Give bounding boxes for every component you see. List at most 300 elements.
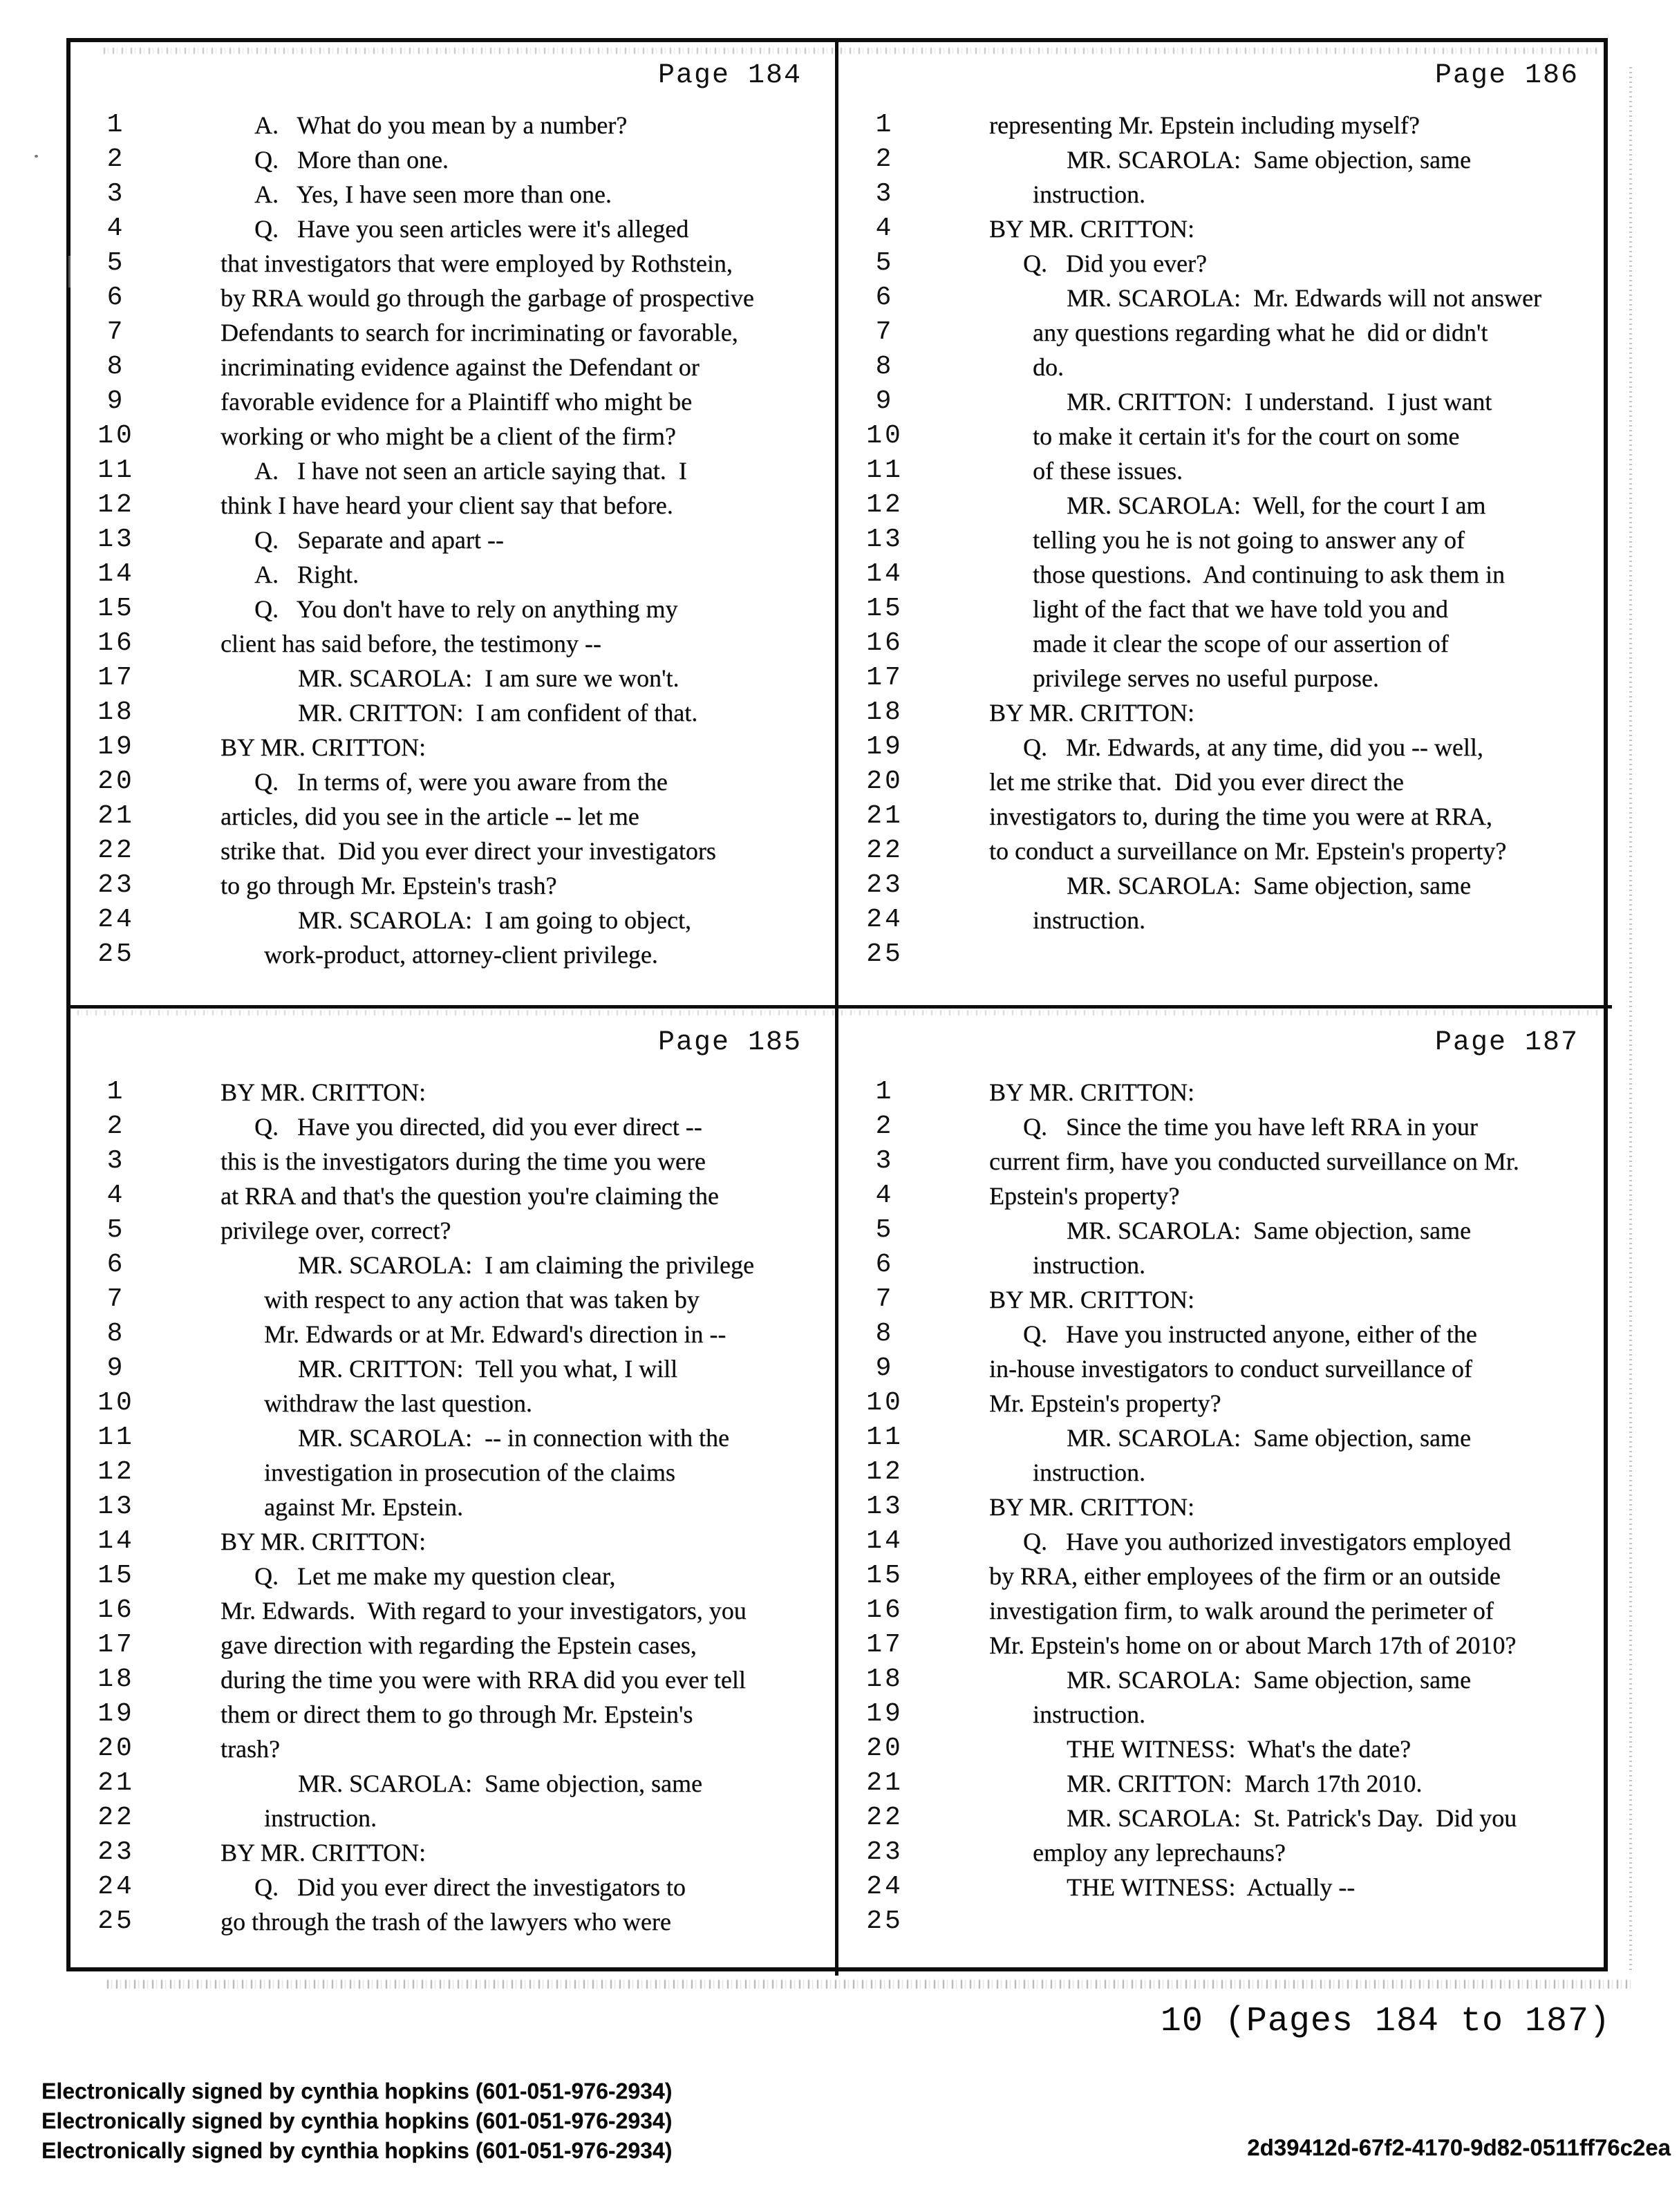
line-text: Mr. Edwards or at Mr. Edward's direction in -- — [264, 1320, 726, 1348]
page-title: Page 184 — [657, 60, 802, 91]
line-number: 21 — [866, 801, 903, 831]
line-number: 2 — [875, 1112, 894, 1141]
line-number: 10 — [97, 421, 135, 451]
line-number: 3 — [106, 1146, 126, 1176]
line-number: 20 — [866, 1734, 903, 1763]
line-text: MR. SCAROLA: I am claiming the privilege — [298, 1251, 754, 1279]
transcript-line — [66, 1766, 835, 1801]
signature-line: Electronically signed by cynthia hopkins (601-051-976-2934) — [41, 2138, 673, 2163]
line-number: 8 — [106, 1319, 126, 1349]
line-text: by RRA would go through the garbage of prospective — [221, 284, 754, 312]
line-text: MR. SCAROLA: I am sure we won't. — [298, 664, 679, 692]
line-text: representing Mr. Epstein including myself? — [989, 111, 1420, 139]
line-number: 24 — [97, 905, 135, 935]
transcript-line — [66, 488, 835, 523]
mini-page-184 — [66, 38, 835, 1005]
line-number: 4 — [875, 214, 894, 243]
transcript-line — [66, 419, 835, 453]
line-text: MR. SCAROLA: Same objection, same — [298, 1770, 702, 1797]
page-title: Page 186 — [1434, 60, 1579, 91]
transcript-line — [66, 523, 835, 557]
line-number: 7 — [875, 317, 894, 347]
transcript-line — [835, 384, 1612, 419]
line-text: MR. CRITTON: March 17th 2010. — [1067, 1770, 1423, 1797]
line-text: MR. SCAROLA: Same objection, same — [1067, 1666, 1471, 1694]
line-text: Q. Let me make my question clear, — [254, 1562, 616, 1590]
line-number: 16 — [866, 628, 903, 658]
transcript-line — [835, 1732, 1612, 1766]
line-text: THE WITNESS: What's the date? — [1067, 1735, 1411, 1763]
line-text: investigators to, during the time you were at RRA, — [989, 803, 1492, 830]
line-text: with respect to any action that was taken by — [264, 1286, 700, 1313]
transcript-line — [66, 661, 835, 695]
line-number: 10 — [866, 1388, 903, 1418]
transcript-line — [66, 281, 835, 315]
line-text: MR. SCAROLA: Same objection, same — [1067, 1424, 1471, 1452]
line-text: work-product, attorney-client privilege. — [264, 941, 658, 968]
transcript-line — [66, 1628, 835, 1662]
line-text: Q. More than one. — [254, 146, 449, 174]
transcript-line — [66, 384, 835, 419]
line-number: 9 — [106, 1353, 126, 1383]
transcript-line — [835, 1386, 1612, 1421]
line-number: 23 — [97, 1837, 135, 1867]
line-number: 11 — [866, 1423, 903, 1452]
line-text: BY MR. CRITTON: — [221, 1528, 426, 1555]
line-number: 8 — [106, 352, 126, 382]
line-number: 25 — [97, 1906, 135, 1936]
line-text: Q. Since the time you have left RRA in your — [1023, 1113, 1478, 1141]
line-text: A. Right. — [254, 561, 359, 588]
line-number: 14 — [97, 1526, 135, 1556]
transcript-line — [66, 1904, 835, 1939]
line-text: Q. Have you directed, did you ever direct -- — [254, 1113, 702, 1141]
line-number: 1 — [875, 1077, 894, 1107]
transcript-line — [835, 626, 1612, 661]
line-number: 25 — [866, 1906, 903, 1936]
line-text: do. — [1033, 353, 1064, 381]
line-number: 20 — [866, 767, 903, 796]
line-text: instruction. — [1033, 1700, 1145, 1728]
line-number: 15 — [866, 594, 903, 624]
line-text: instruction. — [1033, 906, 1145, 934]
line-number: 21 — [97, 801, 135, 831]
line-number: 7 — [106, 1284, 126, 1314]
transcript-line — [835, 1213, 1612, 1248]
transcript-line — [66, 1282, 835, 1317]
transcript-line — [835, 765, 1612, 799]
line-text: in-house investigators to conduct surveillance of — [989, 1355, 1472, 1382]
line-number: 20 — [97, 767, 135, 796]
line-text: instruction. — [1033, 1459, 1145, 1486]
transcript-line — [835, 1559, 1612, 1593]
line-number: 22 — [866, 836, 903, 865]
transcript-line — [66, 1593, 835, 1628]
line-number: 1 — [875, 110, 894, 140]
transcript-line — [835, 523, 1612, 557]
transcript-line — [835, 1248, 1612, 1282]
line-text: Q. Have you authorized investigators employed — [1023, 1528, 1511, 1555]
transcript-line — [835, 1455, 1612, 1490]
transcript-line — [66, 592, 835, 626]
line-number: 22 — [97, 836, 135, 865]
line-number: 12 — [866, 490, 903, 520]
document-id: 2d39412d-67f2-4170-9d82-0511ff76c2ea — [1247, 2135, 1671, 2160]
line-number: 6 — [106, 283, 126, 312]
line-text: Epstein's property? — [989, 1182, 1180, 1210]
line-number: 23 — [97, 870, 135, 900]
transcript-line — [835, 1662, 1612, 1697]
transcript-line — [66, 1421, 835, 1455]
transcript-line — [835, 661, 1612, 695]
transcript-line — [66, 765, 835, 799]
transcript-line — [835, 1317, 1612, 1351]
transcript-line — [66, 246, 835, 281]
transcript-line — [66, 834, 835, 868]
signature-line: Electronically signed by cynthia hopkins (601-051-976-2934) — [41, 2108, 673, 2133]
line-text: working or who might be a client of the firm? — [221, 422, 676, 450]
line-number: 17 — [866, 663, 903, 693]
line-text: privilege serves no useful purpose. — [1033, 664, 1379, 692]
line-number: 13 — [97, 1492, 135, 1521]
line-text: Q. Have you seen articles were it's alleged — [254, 215, 689, 243]
line-text: light of the fact that we have told you and — [1033, 595, 1448, 623]
transcript-line — [66, 1524, 835, 1559]
line-number: 5 — [106, 1215, 126, 1245]
transcript-line — [835, 730, 1612, 765]
line-number: 10 — [97, 1388, 135, 1418]
line-text: this is the investigators during the time you were — [221, 1147, 706, 1175]
transcript-line — [66, 1179, 835, 1213]
line-number: 23 — [866, 870, 903, 900]
transcript-line — [835, 1904, 1612, 1939]
line-text: those questions. And continuing to ask them in — [1033, 561, 1505, 588]
line-number: 14 — [97, 559, 135, 589]
line-text: MR. CRITTON: Tell you what, I will — [298, 1355, 678, 1382]
line-text: instruction. — [264, 1804, 377, 1832]
line-text: Defendants to search for incriminating or favorable, — [221, 319, 738, 346]
line-text: MR. SCAROLA: I am going to object, — [298, 906, 691, 934]
transcript-line — [835, 350, 1612, 384]
line-text: Q. Have you instructed anyone, either of the — [1023, 1320, 1477, 1348]
line-text: incriminating evidence against the Defendant or — [221, 353, 700, 381]
transcript-line — [66, 315, 835, 350]
transcript-line — [66, 1697, 835, 1732]
signature-line: Electronically signed by cynthia hopkins (601-051-976-2934) — [41, 2079, 673, 2103]
line-text: of these issues. — [1033, 457, 1183, 485]
line-text: BY MR. CRITTON: — [989, 1493, 1195, 1521]
line-number: 4 — [106, 1181, 126, 1210]
line-number: 25 — [97, 939, 135, 969]
line-text: during the time you were with RRA did you ever tell — [221, 1666, 746, 1694]
transcript-line — [835, 142, 1612, 177]
line-number: 9 — [106, 386, 126, 416]
transcript-line — [835, 246, 1612, 281]
transcript-line — [835, 1628, 1612, 1662]
line-text: trash? — [221, 1735, 280, 1763]
line-text: gave direction with regarding the Epstein cases, — [221, 1631, 697, 1659]
transcript-line — [66, 453, 835, 488]
line-text: Mr. Epstein's home on or about March 17th of 2010? — [989, 1631, 1517, 1659]
line-number: 19 — [866, 732, 903, 762]
line-text: A. What do you mean by a number? — [254, 111, 628, 139]
transcript-line — [835, 488, 1612, 523]
transcript-line — [66, 868, 835, 903]
transcript-line — [66, 1144, 835, 1179]
transcript-line — [66, 1455, 835, 1490]
line-text: instruction. — [1033, 180, 1145, 208]
line-number: 11 — [866, 456, 903, 485]
line-text: privilege over, correct? — [221, 1217, 451, 1244]
line-text: go through the trash of the lawyers who were — [221, 1908, 671, 1936]
line-text: strike that. Did you ever direct your investigators — [221, 837, 716, 865]
line-text: THE WITNESS: Actually -- — [1067, 1873, 1356, 1901]
transcript-lines — [835, 108, 1612, 972]
line-number: 3 — [875, 179, 894, 209]
transcript-line — [835, 315, 1612, 350]
scan-noise-bottom — [107, 1980, 1631, 1989]
scan-noise-right-edge — [1629, 66, 1632, 1970]
line-text: BY MR. CRITTON: — [989, 1078, 1195, 1106]
transcript-line — [835, 868, 1612, 903]
transcript-line — [66, 799, 835, 834]
line-text: MR. SCAROLA: Same objection, same — [1067, 1217, 1471, 1244]
line-text: A. Yes, I have seen more than one. — [254, 180, 612, 208]
line-number: 12 — [97, 1457, 135, 1487]
line-number: 15 — [97, 1561, 135, 1591]
line-number: 21 — [866, 1768, 903, 1798]
transcript-line — [66, 1559, 835, 1593]
transcript-line — [835, 1179, 1612, 1213]
line-text: MR. SCAROLA: Same objection, same — [1067, 872, 1471, 899]
transcript-line — [66, 1835, 835, 1870]
line-text: A. I have not seen an article saying that. I — [254, 457, 687, 485]
transcript-line — [66, 626, 835, 661]
line-number: 19 — [97, 1699, 135, 1729]
line-text: Mr. Epstein's property? — [989, 1389, 1221, 1417]
line-text: current firm, have you conducted surveillance on Mr. — [989, 1147, 1519, 1175]
line-text: articles, did you see in the article -- let me — [221, 803, 639, 830]
line-number: 17 — [866, 1630, 903, 1660]
line-text: to make it certain it's for the court on some — [1033, 422, 1460, 450]
line-text: to conduct a surveillance on Mr. Epstein's property? — [989, 837, 1507, 865]
transcript-line — [66, 557, 835, 592]
line-text: Q. Separate and apart -- — [254, 526, 504, 554]
line-number: 10 — [866, 421, 903, 451]
line-number: 12 — [866, 1457, 903, 1487]
line-text: instruction. — [1033, 1251, 1145, 1279]
line-number: 22 — [866, 1803, 903, 1833]
line-text: MR. CRITTON: I am confident of that. — [298, 699, 698, 727]
line-text: BY MR. CRITTON: — [221, 733, 426, 761]
line-number: 8 — [875, 352, 894, 382]
line-number: 20 — [97, 1734, 135, 1763]
line-text: MR. SCAROLA: Well, for the court I am — [1067, 491, 1486, 519]
transcript-line — [835, 1801, 1612, 1835]
mini-page-185 — [66, 1005, 835, 1976]
line-number: 16 — [866, 1595, 903, 1625]
line-number: 18 — [97, 697, 135, 727]
line-text: investigation firm, to walk around the perimeter of — [989, 1597, 1494, 1624]
transcript-line — [66, 1075, 835, 1109]
transcript-line — [66, 1490, 835, 1524]
line-number: 14 — [866, 1526, 903, 1556]
transcript-line — [835, 592, 1612, 626]
transcript-line — [835, 1835, 1612, 1870]
line-text: MR. SCAROLA: -- in connection with the — [298, 1424, 729, 1452]
transcript-line — [835, 453, 1612, 488]
transcript-line — [835, 1490, 1612, 1524]
line-number: 18 — [866, 697, 903, 727]
line-number: 14 — [866, 559, 903, 589]
transcript-line — [835, 1109, 1612, 1144]
transcript-line — [835, 695, 1612, 730]
transcript-line — [835, 937, 1612, 972]
line-text: to go through Mr. Epstein's trash? — [221, 872, 557, 899]
line-text: BY MR. CRITTON: — [221, 1078, 426, 1106]
transcript-line — [66, 1732, 835, 1766]
line-number: 17 — [97, 663, 135, 693]
line-number: 6 — [106, 1250, 126, 1280]
line-number: 2 — [875, 144, 894, 174]
line-text: MR. SCAROLA: Same objection, same — [1067, 146, 1471, 174]
line-text: Q. Did you ever direct the investigators to — [254, 1873, 686, 1901]
line-text: favorable evidence for a Plaintiff who might be — [221, 388, 693, 415]
line-number: 24 — [97, 1872, 135, 1902]
transcript-line — [66, 695, 835, 730]
line-number: 13 — [97, 525, 135, 554]
transcript-line — [66, 212, 835, 246]
page-title: Page 187 — [1434, 1027, 1579, 1058]
line-number: 18 — [97, 1665, 135, 1694]
line-number: 24 — [866, 1872, 903, 1902]
line-number: 25 — [866, 939, 903, 969]
transcript-line — [835, 1421, 1612, 1455]
line-text: Q. In terms of, were you aware from the — [254, 768, 668, 796]
line-text: MR. SCAROLA: Mr. Edwards will not answer — [1067, 284, 1541, 312]
line-number: 15 — [866, 1561, 903, 1591]
line-number: 8 — [875, 1319, 894, 1349]
line-number: 17 — [97, 1630, 135, 1660]
transcript-line — [66, 108, 835, 142]
transcript-line — [835, 903, 1612, 937]
transcript-line — [835, 1870, 1612, 1904]
line-text: any questions regarding what he did or didn't — [1033, 319, 1488, 346]
line-number: 1 — [106, 1077, 126, 1107]
transcript-line — [66, 1386, 835, 1421]
line-number: 15 — [97, 594, 135, 624]
transcript-line — [66, 1870, 835, 1904]
line-text: against Mr. Epstein. — [264, 1493, 463, 1521]
line-text: BY MR. CRITTON: — [989, 215, 1195, 243]
line-number: 16 — [97, 1595, 135, 1625]
transcript-line — [835, 281, 1612, 315]
transcript-line — [835, 212, 1612, 246]
transcript-line — [835, 1144, 1612, 1179]
line-number: 21 — [97, 1768, 135, 1798]
mini-page-187 — [835, 1005, 1612, 1976]
transcript-line — [66, 142, 835, 177]
line-text: Mr. Edwards. With regard to your investigators, you — [221, 1597, 747, 1624]
line-number: 11 — [97, 1423, 135, 1452]
transcript-line — [66, 177, 835, 212]
line-number: 13 — [866, 1492, 903, 1521]
transcript-line — [66, 903, 835, 937]
transcript-line — [835, 1075, 1612, 1109]
transcript-line — [66, 730, 835, 765]
line-text: Q. You don't have to rely on anything my — [254, 595, 678, 623]
transcript-line — [835, 834, 1612, 868]
line-text: think I have heard your client say that before. — [221, 491, 673, 519]
transcript-line — [835, 799, 1612, 834]
line-number: 1 — [106, 110, 126, 140]
line-text: client has said before, the testimony -- — [221, 630, 601, 657]
line-text: made it clear the scope of our assertion of — [1033, 630, 1449, 657]
transcript-line — [835, 1697, 1612, 1732]
line-text: let me strike that. Did you ever direct the — [989, 768, 1404, 796]
transcript-lines — [66, 108, 835, 972]
line-number: 7 — [106, 317, 126, 347]
line-number: 24 — [866, 905, 903, 935]
transcript-line — [835, 1593, 1612, 1628]
line-text: BY MR. CRITTON: — [221, 1839, 426, 1866]
transcript-line — [66, 350, 835, 384]
transcript-line — [66, 1109, 835, 1144]
line-text: that investigators that were employed by Rothstein, — [221, 250, 733, 277]
line-number: 2 — [106, 1112, 126, 1141]
line-text: telling you he is not going to answer any of — [1033, 526, 1465, 554]
footer-page-range: 10 (Pages 184 to 187) — [1160, 2002, 1611, 2041]
line-text: employ any leprechauns? — [1033, 1839, 1286, 1866]
line-number: 22 — [97, 1803, 135, 1833]
line-number: 5 — [106, 248, 126, 278]
transcript-lines — [835, 1075, 1612, 1939]
line-number: 9 — [875, 1353, 894, 1383]
transcript-line — [835, 177, 1612, 212]
line-number: 7 — [875, 1284, 894, 1314]
transcript-line — [835, 557, 1612, 592]
transcript-lines — [66, 1075, 835, 1939]
transcript-line — [66, 1351, 835, 1386]
line-text: Q. Did you ever? — [1023, 250, 1207, 277]
transcript-line — [66, 1317, 835, 1351]
transcript-line — [66, 1213, 835, 1248]
line-number: 3 — [106, 179, 126, 209]
line-number: 6 — [875, 1250, 894, 1280]
transcript-line — [835, 1351, 1612, 1386]
line-number: 12 — [97, 490, 135, 520]
line-number: 5 — [875, 248, 894, 278]
line-number: 11 — [97, 456, 135, 485]
line-number: 16 — [97, 628, 135, 658]
transcript-line — [835, 1282, 1612, 1317]
line-number: 4 — [106, 214, 126, 243]
line-text: MR. SCAROLA: St. Patrick's Day. Did you — [1067, 1804, 1517, 1832]
transcript-line — [66, 1248, 835, 1282]
transcript-line — [835, 108, 1612, 142]
line-number: 13 — [866, 525, 903, 554]
line-number: 23 — [866, 1837, 903, 1867]
signature-block — [41, 2077, 672, 2166]
line-text: BY MR. CRITTON: — [989, 699, 1195, 727]
line-number: 5 — [875, 1215, 894, 1245]
transcript-line — [66, 1662, 835, 1697]
scan-speck — [35, 155, 38, 158]
line-text: them or direct them to go through Mr. Epstein's — [221, 1700, 693, 1728]
line-number: 19 — [866, 1699, 903, 1729]
line-number: 4 — [875, 1181, 894, 1210]
transcript-line — [66, 937, 835, 972]
